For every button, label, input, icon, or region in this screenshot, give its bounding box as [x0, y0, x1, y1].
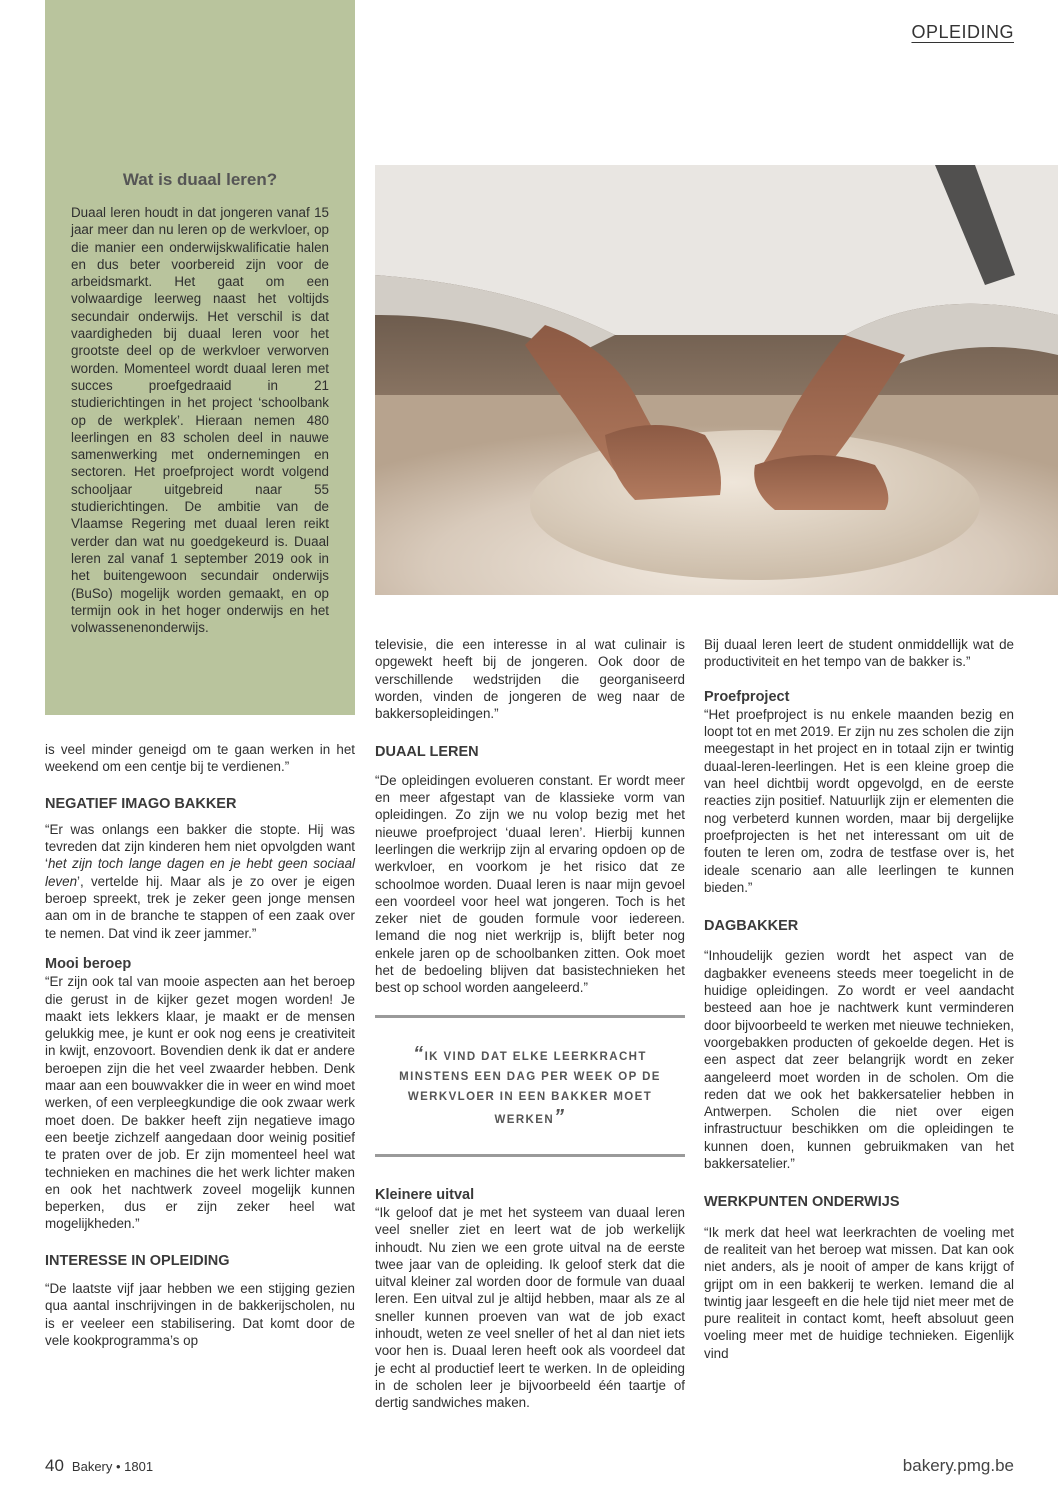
- pull-quote: [375, 1015, 685, 1157]
- column-1: [45, 741, 355, 1349]
- kneading-dough-illustration: [375, 165, 1058, 595]
- heading-mooi-beroep: Mooi beroep: [45, 955, 132, 972]
- heading-proefproject: Proefproject: [704, 688, 790, 705]
- quote-open-mark: “: [413, 1042, 425, 1065]
- col2-paragraph-1: televisie, die een interesse in al wat culinair is opgewekt heeft bij de jongeren. Ook door de verschillende wedstrijden die georganiseerd worden, vinden de jongeren de weg naar de bakkersopleidingen.”: [375, 637, 685, 722]
- col2-paragraph-2: “De opleidingen evolueren constant. Er wordt meer en meer afgestapt van de klassieke vorm van opleidingen. Zo zijn we nu volop bezig met het nieuwe proefproject ‘duaal leren’. Hierbij kunnen leerlingen die werkrijp zijn al ervaring opdoen op de werkvloer, en voorkom je het risico dat ze schoolmoe worden. Duaal leren is naar mijn gevoel een voordeel voor heel wat jongeren. Toch is het zeker niet de gouden formule voor iedereen. Iemand die nog niet werkrijp is, blijft beter nog enkele jaren op de schoolbanken zitten. Ook moet het de bedoeling blijven dat basistechnieken het best op school worden aangeleerd.”: [375, 772, 685, 996]
- p2-text-b: ’, vertelde hij. Maar als je zo over je eigen beroep spreekt, trek je zeker geen jonge mensen aan om in de branche te stappen of een zaak over te nemen. Dat vind ik zeer jammer.”: [45, 873, 355, 941]
- col3-paragraph-4: “Ik merk dat heel wat leerkrachten de voeling met de realiteit van het beroep wat missen. Dat kan ook niet anders, als je nooit of amper de kans krijgt of grijpt om in een bakkerij te werken. Iemand die al twintig jaar lesgeeft en die hele tijd niet meer met de pure realiteit in contact komt, heeft absoluut geen voeling meer met de huidige technieken. Eigenlijk vind: [704, 1224, 1014, 1361]
- page-number: 40: [45, 1456, 64, 1475]
- heading-duaal-leren: DUAAL LEREN: [375, 744, 479, 761]
- sidebar-body: Duaal leren houdt in dat jongeren vanaf 15 jaar meer dan nu leren op de werkvloer, op die manier een onderwijskwalificatie halen en dus beter voorbereid zijn voor de arbeidsmarkt. Het gaat om een volwaardige leerweg naast het voltijds secundair onderwijs. Het verschil is dat vaardigheden bij duaal leren voor het grootste deel op de werkvloer verworven worden. Momenteel wordt duaal leren met succes proefgedraaid in 21 studierichtingen in het project ‘schoolbank op de werkplek’. Hieraan nemen 480 leerlingen en 83 scholen deel in nauwe samenwerking met ondernemingen en sectoren. Het proefproject wordt volgend schooljaar uitgebreid naar 55 studierichtingen. De ambitie van de Vlaamse Regering met duaal leren reikt verder dan wat nu goedgekeurd is. Duaal leren zal vanaf 1 september 2019 ook in het buitengewoon secundair onderwijs (BuSo) mogelijk worden gemaakt, en op termijn ook in het hoger onderwijs en het volwassenenonderwijs.: [71, 205, 329, 636]
- column-2: [375, 636, 685, 1412]
- column-3: [704, 636, 1014, 1362]
- heading-dagbakker: DAGBAKKER: [704, 918, 799, 935]
- section-tag: OPLEIDING: [911, 22, 1014, 42]
- footer-url[interactable]: bakery.pmg.be: [902, 1456, 1014, 1475]
- magazine-issue: Bakery • 1801: [71, 1459, 154, 1474]
- col3-paragraph-2: “Het proefproject is nu enkele maanden bezig en loopt tot en met 2019. Er zijn nu zes scholen die zijn meegestapt in het project en in totaal zijn er twintig duaal-leren-leerlingen. Het is een kleine groep die van heel dichtbij wordt opgevolgd, en de eerste reacties zijn positief. Natuurlijk zijn er elementen die nog verbeterd kunnen worden, maar bij dergelijke proefprojecten is het net interessant om uit de fouten te leren om, zodra de testfase over is, het ideale scenario aan alle leerlingen te kunnen bieden.”: [704, 706, 1014, 895]
- col3-paragraph-3: “Inhoudelijk gezien wordt het aspect van de dagbakker eveneens steeds meer toegelicht in de huidige opleidingen. Zo wordt er veel aandacht besteed aan hoe je nachtwerk kunt verminderen door bijvoorbeeld te werken met nieuwe technieken, voorgebakken producten of gekoelde degen. Het is een aspect dat zeer belangrijk wordt en zeker aangeleerd moet worden in de scholen. Om die reden dat we ook het bakkersatelier hebben in Antwerpen. Scholen die niet over eigen infrastructuur beschikken om die opleidingen te kunnen doen, kunnen gebruikmaken van het bakkersatelier.”: [704, 948, 1014, 1172]
- col1-paragraph-1: is veel minder geneigd om te gaan werken in het weekend om een centje bij te verdienen.”: [45, 742, 355, 775]
- pull-quote-text: IK VIND DAT ELKE LEERKRACHT MINSTENS EEN DAG PER WEEK OP DE WERKVLOER IN EEN BAKKER MOET WERKEN: [399, 1050, 661, 1126]
- p2-text-a: “Er was onlangs een bakker die stopte. Hij was tevreden dat zijn kinderen hem niet opvolgden want ‘: [45, 821, 355, 872]
- col1-paragraph-2: [45, 821, 355, 942]
- col2-paragraph-3: “Ik geloof dat je met het systeem van duaal leren veel sneller ziet en leert wat de job werkelijk inhoudt. Nu zien we een grote uitval na de eerste twee jaar van de opleiding. Ik geloof sterk dat die uitval kleiner zal worden door de formule van duaal leren. Een uitval zul je altijd hebben, maar als ze al sneller kunnen proeven van wat de job exact inhoudt, weten ze veel sneller of het al dan niet iets voor hen is. Duaal leren heeft ook als voordeel dat je echt al productief leert te werken. In de opleiding in de scholen leer je bijvoorbeeld één taartje of dertig sandwiches maken.: [375, 1204, 685, 1411]
- heading-werkpunten: WERKPUNTEN ONDERWIJS: [704, 1194, 900, 1211]
- p2-quote: het zijn toch lange dagen en je hebt geen sociaal leven: [45, 856, 355, 889]
- col1-paragraph-4: “De laatste vijf jaar hebben we een stijging gezien qua aantal inschrijvingen in de bakkerijscholen, nu is er veeleer een stabilisering. Dat komt door de vele kookprogramma’s op: [45, 1281, 355, 1348]
- sidebar-box: [45, 0, 355, 715]
- quote-close-mark: ”: [554, 1105, 566, 1128]
- col3-paragraph-1: Bij duaal leren leert de student onmiddellijk wat de productiviteit en het tempo van de bakker is.”: [704, 637, 1014, 670]
- heading-negatief-imago: NEGATIEF IMAGO BAKKER: [45, 795, 237, 812]
- baker-photo: [375, 165, 1058, 595]
- footer-left: [45, 1456, 153, 1476]
- sidebar-title: Wat is duaal leren?: [122, 170, 278, 189]
- col1-paragraph-3: “Er zijn ook tal van mooie aspecten aan het beroep die gerust in de kijker gezet mogen worden! Je maakt iets lekkers klaar, je maakt er de mensen gelukkig mee, je kunt er ook nog eens je creativiteit in kwijt, enzovoort. Bovendien denk ik dat er andere beroepen zijn die het veel zwaarder hebben. Denk maar aan een bouwvakker die in weer en wind moet werken, of een verpleegkundige die ook zwaar werk moet doen. De bakker heeft zijn negatieve imago een beetje zichzelf aangedaan door weinig positief te praten over de job. Er zijn momenteel heel wat technieken en machines die het werk lichter maken en ook het nachtwerk zoveel mogelijk kunnen beperken, dus er zijn zeker heel wat mogelijkheden.”: [45, 974, 355, 1232]
- heading-interesse: INTERESSE IN OPLEIDING: [45, 1252, 230, 1269]
- heading-kleinere-uitval: Kleinere uitval: [375, 1186, 475, 1203]
